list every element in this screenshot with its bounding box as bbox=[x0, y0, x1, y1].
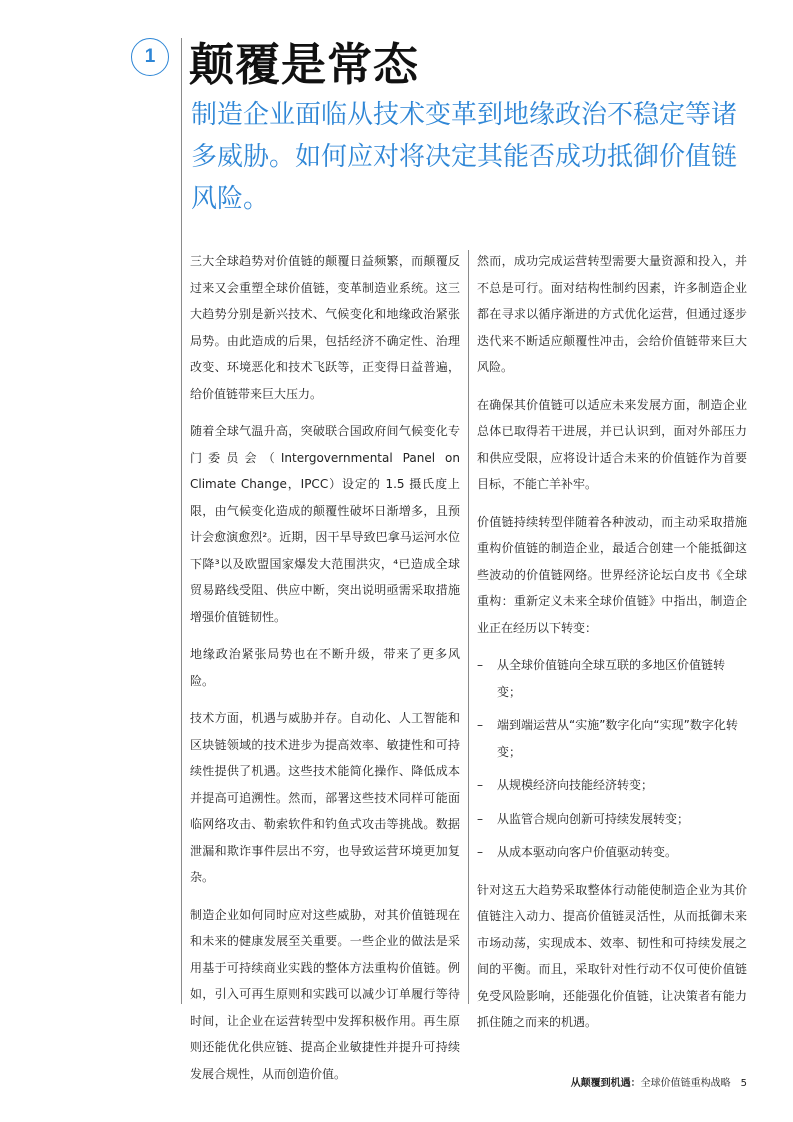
transition-list bbox=[477, 652, 747, 866]
paragraph: 地缘政治紧张局势也在不断升级，带来了更多风险。 bbox=[190, 647, 460, 688]
footer-report-subtitle: 全球价值链重构战略 bbox=[640, 1078, 731, 1089]
paragraph: 价值链持续转型伴随着各种波动，而主动采取措施重构价值链的制造企业，最适合创建一个能抵御这些波动的价值链网络。世界经济论坛白皮书《全球重构：重新定义未来全球价值链》中指出，制造企业正在经历以下转变： bbox=[477, 514, 747, 635]
left-column bbox=[190, 248, 460, 1098]
page-number: 5 bbox=[740, 1078, 747, 1089]
list-item: – 端到端运营从“实施”数字化向“实现”数字化转变； bbox=[477, 712, 747, 765]
page-title: 颠覆是常态 bbox=[189, 38, 420, 91]
list-item: – 从规模经济向技能经济转变； bbox=[477, 772, 747, 799]
column-divider bbox=[468, 250, 469, 1004]
section-divider-vertical bbox=[181, 38, 182, 1004]
right-column bbox=[477, 248, 747, 1047]
list-item: – 从监管合规向创新可持续发展转变； bbox=[477, 806, 747, 833]
page-footer bbox=[0, 1074, 747, 1089]
paragraph: 随着全球气温升高，突破联合国政府间气候变化专门委员会（Intergovernmental Panel on Climate Change，IPCC）设定的 1.5 摄氏度上限，由气候变化造成的颠覆性破坏日渐增多，且预计会愈演愈烈²。近期，因干旱导致巴拿马运河水位下降³以及欧盟国家爆发大范围洪灾，⁴已造成全球贸易路线受阻、供应中断，突出说明亟需采取措施增强价值链韧性。 bbox=[190, 424, 460, 624]
paragraph: 针对这五大趋势采取整体行动能使制造企业为其价值链注入动力、提高价值链灵活性，从而抵御未来市场动荡，实现成本、效率、韧性和可持续发展之间的平衡。而且，采取针对性行动不仅可使价值链免受风险影响，还能强化价值链，让决策者有能力抓住随之而来的机遇。 bbox=[477, 882, 747, 1029]
paragraph: 制造企业如何同时应对这些威胁，对其价值链现在和未来的健康发展至关重要。一些企业的做法是采用基于可持续商业实践的整体方法重构价值链。例如，引入可再生原则和实践可以减少订单履行等待时间，让企业在运营转型中发挥积极作用。再生原则还能优化供应链、提高企业敏捷性并提升可持续发展合规性，从而创造价值。 bbox=[190, 907, 460, 1081]
list-item: – 从全球价值链向全球互联的多地区价值链转变； bbox=[477, 652, 747, 705]
footer-report-title: 从颠覆到机遇： bbox=[570, 1078, 641, 1089]
paragraph: 在确保其价值链可以适应未来发展方面，制造企业总体已取得若干进展，并已认识到，面对外部压力和供应受限，应将设计适合未来的价值链作为首要目标，不能亡羊补牢。 bbox=[477, 397, 747, 491]
section-number-badge: 1 bbox=[131, 38, 169, 76]
page-subtitle: 制造企业面临从技术变革到地缘政治不稳定等诸多威胁。如何应对将决定其能否成功抵御价值链风险。 bbox=[191, 100, 738, 214]
paragraph: 然而，成功完成运营转型需要大量资源和投入，并不总是可行。面对结构性制约因素，许多制造企业都在寻求以循序渐进的方式优化运营，但通过逐步迭代来不断适应颠覆性冲击，会给价值链带来巨大风险。 bbox=[477, 254, 747, 374]
list-item: – 从成本驱动向客户价值驱动转变。 bbox=[477, 839, 747, 866]
paragraph: 三大全球趋势对价值链的颠覆日益频繁，而颠覆反过来又会重塑全球价值链，变革制造业系统。这三大趋势分别是新兴技术、气候变化和地缘政治紧张局势。由此造成的后果，包括经济不确定性、治理改变、环境恶化和技术飞跃等，正变得日益普遍，给价值链带来巨大压力。 bbox=[190, 254, 460, 401]
paragraph: 技术方面，机遇与威胁并存。自动化、人工智能和区块链领域的技术进步为提高效率、敏捷性和可持续性提供了机遇。这些技术能简化操作、降低成本并提高可追溯性。然而，部署这些技术同样可能面临网络攻击、勒索软件和钓鱼式攻击等挑战。数据泄漏和欺诈事件层出不穷，也导致运营环境更加复杂。 bbox=[190, 711, 460, 884]
